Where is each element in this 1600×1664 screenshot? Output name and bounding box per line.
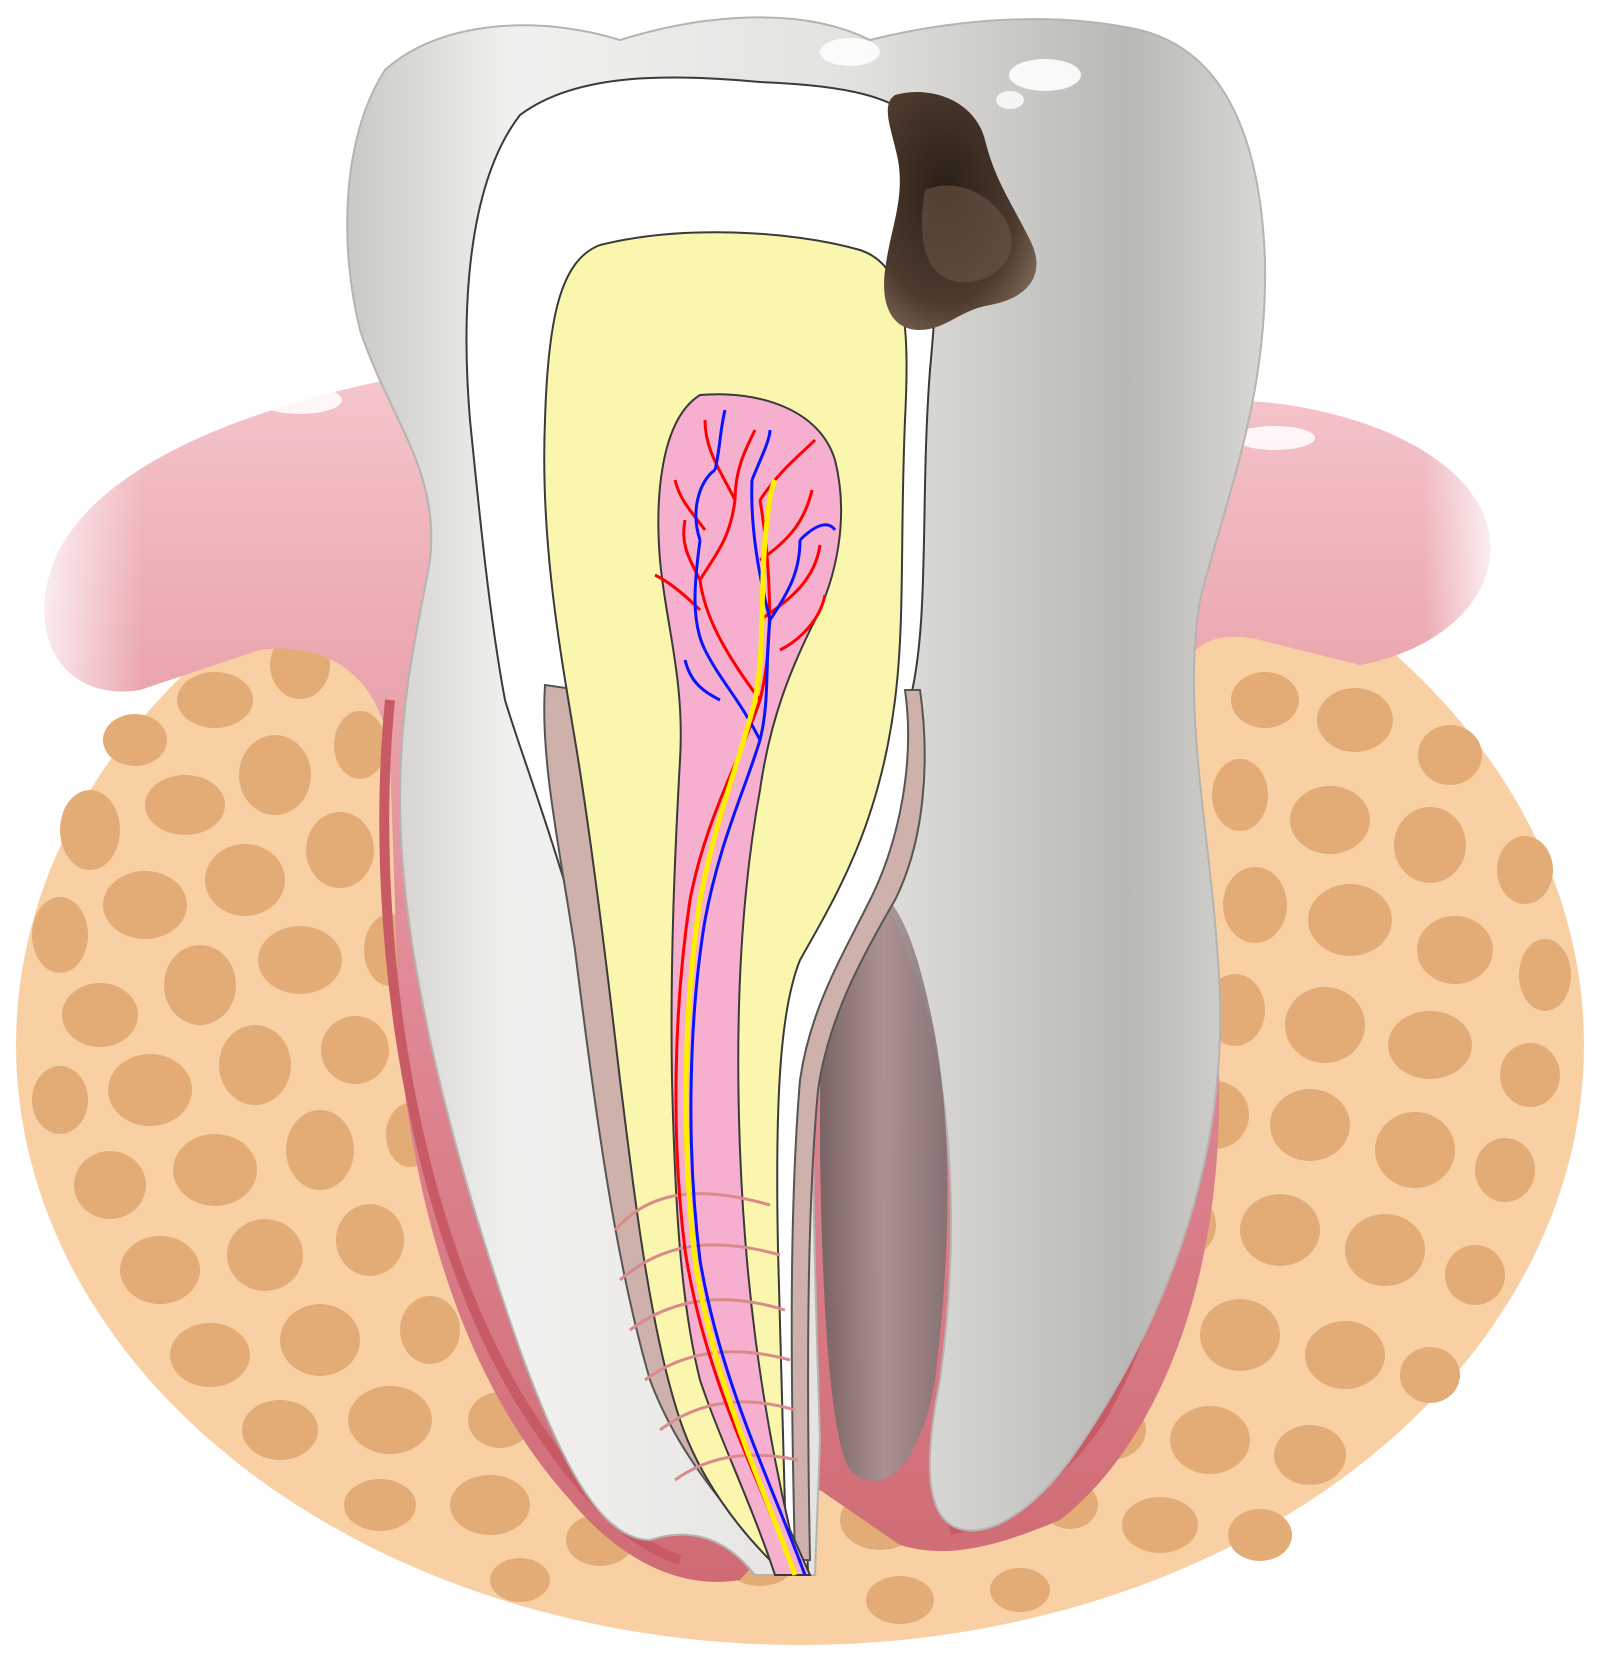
crown-shine-2: [996, 91, 1024, 109]
gum-shine-left: [258, 386, 342, 414]
crown-shine-1: [1009, 59, 1081, 91]
crown-shine-3: [820, 38, 880, 66]
